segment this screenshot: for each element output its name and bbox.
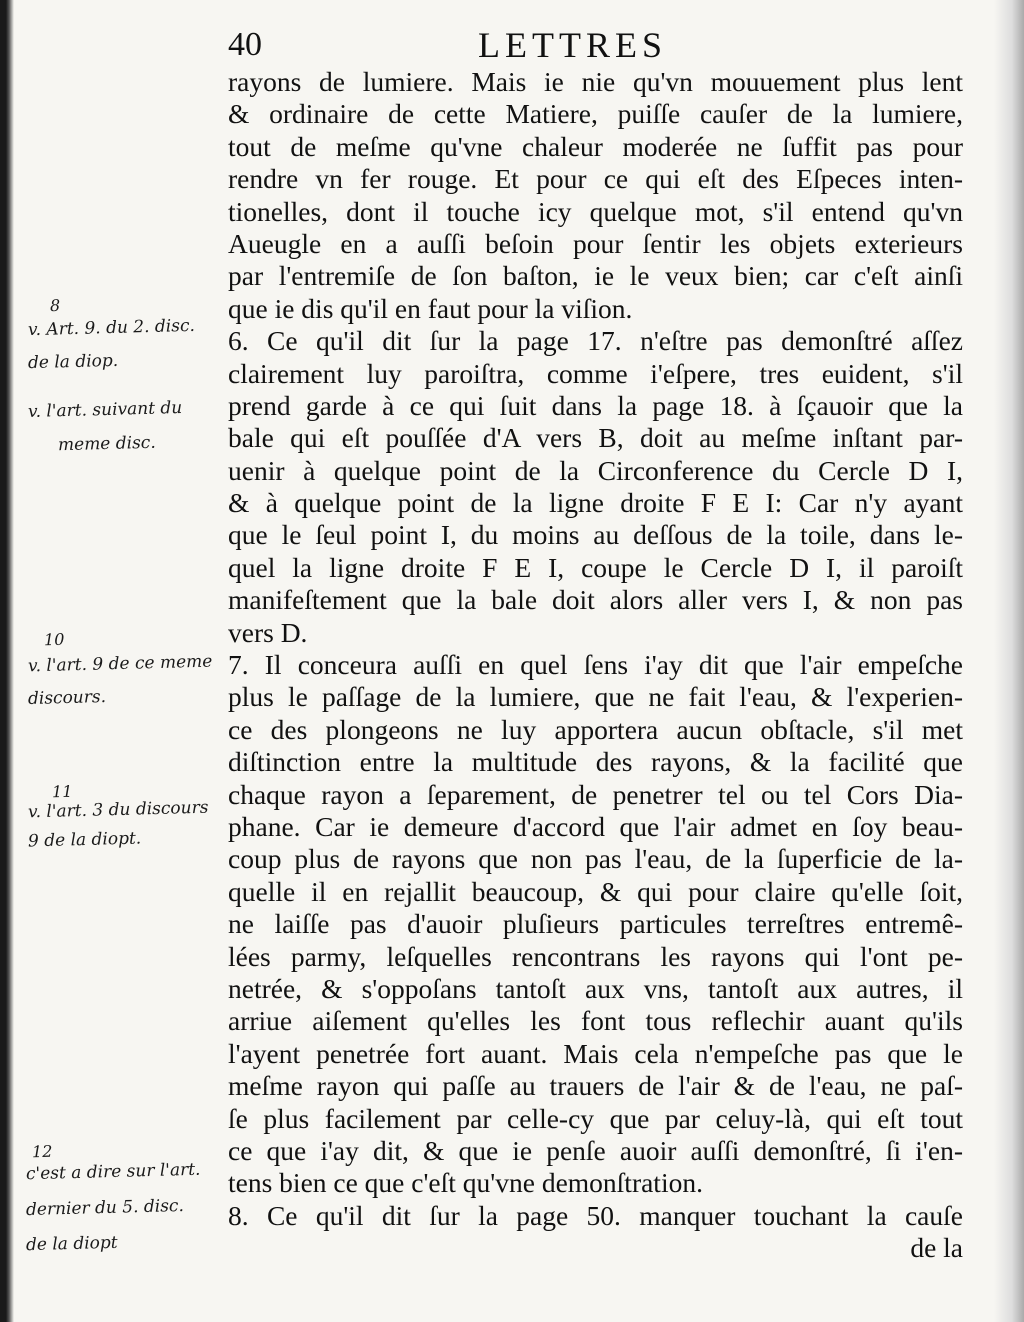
catchword: de la bbox=[910, 1232, 963, 1264]
body-text bbox=[228, 66, 963, 1264]
text-line: quel la ligne droite F E I, coupe le Cercle D I, il paroiſt bbox=[228, 551, 963, 583]
page-binding-shadow bbox=[0, 0, 14, 1322]
running-title: LETTRES bbox=[478, 25, 667, 65]
margin-note-line: discours. bbox=[27, 686, 107, 710]
text-line: tens bien ce que c'eſt qu'vne demonſtration. bbox=[228, 1167, 703, 1199]
text-line: quelle il en rejallit beaucoup, & qui pour claire qu'elle ſoit, bbox=[228, 875, 963, 907]
margin-note-line: de la diop. bbox=[27, 350, 119, 374]
text-line: ce que i'ay dit, & que ie penſe auoir auſſi demonſtré, ſi i'en- bbox=[228, 1134, 963, 1166]
text-line: ne laiſſe pas d'auoir pluſieurs particules terreſtres entremê- bbox=[228, 908, 963, 940]
page-number: 40 bbox=[228, 26, 262, 63]
text-line: 7. Il conceura auſſi en quel ſens i'ay dit que l'air empeſche bbox=[228, 649, 963, 681]
text-line: bale qui eſt pouſſée d'A vers B, doit au meſme inſtant par- bbox=[228, 422, 963, 454]
text-line: manifeſtement que la bale doit alors aller vers I, & non pas bbox=[228, 584, 963, 616]
text-line: meſme rayon qui paſſe au trauers de l'air & de l'eau, ne paſ- bbox=[228, 1070, 963, 1102]
margin-note-line: c'est a dire sur l'art. bbox=[25, 1159, 201, 1185]
margin-note-number: 10 bbox=[43, 629, 65, 650]
margin-note-number: 12 bbox=[31, 1141, 53, 1162]
text-line: par l'entremiſe de ſon baſton, ie le veux bien; car c'eſt ainſi bbox=[228, 260, 963, 292]
margin-note-line: 9 de la diopt. bbox=[27, 828, 142, 852]
margin-note-number: 11 bbox=[51, 781, 73, 802]
text-line: rayons de lumiere. Mais ie nie qu'vn mouuement plus lent bbox=[228, 66, 963, 97]
text-line: que le ſeul point I, du moins au deſſous de la toile, dans le- bbox=[228, 519, 963, 551]
margin-note-line: v. l'art. suivant du bbox=[27, 397, 183, 423]
text-line: & ordinaire de cette Matiere, puiſſe cauſer de la lumiere, bbox=[228, 98, 963, 130]
page-edge-shadow bbox=[994, 0, 1024, 1322]
text-line: chaque rayon a ſeparement, de penetrer tel ou tel Cors Dia- bbox=[228, 778, 963, 810]
margin-note-line: de la diopt bbox=[25, 1232, 118, 1256]
text-line: lées parmy, leſquelles rencontrans les rayons qui l'ont pe- bbox=[228, 940, 963, 972]
margin-note-line: v. l'art. 9 de ce meme bbox=[27, 651, 213, 677]
text-line: tout de meſme qu'vne chaleur moderée ne ſuffit pas pour bbox=[228, 130, 963, 162]
margin-note-number: 8 bbox=[49, 295, 61, 316]
margin-note-line: dernier du 5. disc. bbox=[25, 1195, 185, 1221]
text-line: clairement luy paroiſtra, comme i'eſpere, tres euident, s'il bbox=[228, 357, 963, 389]
text-line: ſe plus facilement par celle-cy que par celuy-là, qui eſt tout bbox=[228, 1102, 963, 1134]
text-line: coup plus de rayons que non pas l'eau, de la ſuperficie de la- bbox=[228, 843, 963, 875]
text-line: que ie dis qu'il en faut pour la viſion. bbox=[228, 292, 633, 324]
text-line: vers D. bbox=[228, 616, 308, 648]
text-line: prend garde à ce qui ſuit dans la page 18. à ſçauoir que la bbox=[228, 389, 963, 421]
text-line: phane. Car ie demeure d'accord que l'air admet en ſoy beau- bbox=[228, 810, 963, 842]
text-line: diſtinction entre la multitude des rayons, & la facilité que bbox=[228, 746, 963, 778]
margin-note-line: v. Art. 9. du 2. disc. bbox=[27, 315, 196, 341]
margin-note-line: meme disc. bbox=[57, 432, 156, 456]
text-line: & à quelque point de la ligne droite F E I: Car n'y ayant bbox=[228, 487, 963, 519]
text-line: arriue aiſement qu'elles les font tous reflechir auant qu'ils bbox=[228, 1005, 963, 1037]
text-line: tionelles, dont il touche icy quelque mot, s'il entend qu'vn bbox=[228, 195, 963, 227]
text-line: 8. Ce qu'il dit ſur la page 50. manquer touchant la cauſe bbox=[228, 1199, 963, 1231]
text-line: ce des plongeons ne luy apportera aucun obſtacle, s'il met bbox=[228, 713, 963, 745]
text-line: netrée, & s'oppoſans tantoſt aux vns, tantoſt aux autres, il bbox=[228, 972, 963, 1004]
margin-note-line: v. l'art. 3 du discours bbox=[27, 797, 209, 823]
text-line: l'ayent penetrée fort auant. Mais cela n'empeſche pas que le bbox=[228, 1037, 963, 1069]
text-line: plus le paſſage de la lumiere, que ne fait l'eau, & l'experien- bbox=[228, 681, 963, 713]
text-line: rendre vn fer rouge. Et pour ce qui eſt des Eſpeces inten- bbox=[228, 163, 963, 195]
text-line: 6. Ce qu'il dit ſur la page 17. n'eſtre pas demonſtré aſſez bbox=[228, 325, 963, 357]
text-line: uenir à quelque point de la Circonference du Cercle D I, bbox=[228, 454, 963, 486]
text-line: Aueugle en a auſſi beſoin pour ſentir les objets exterieurs bbox=[228, 227, 963, 259]
